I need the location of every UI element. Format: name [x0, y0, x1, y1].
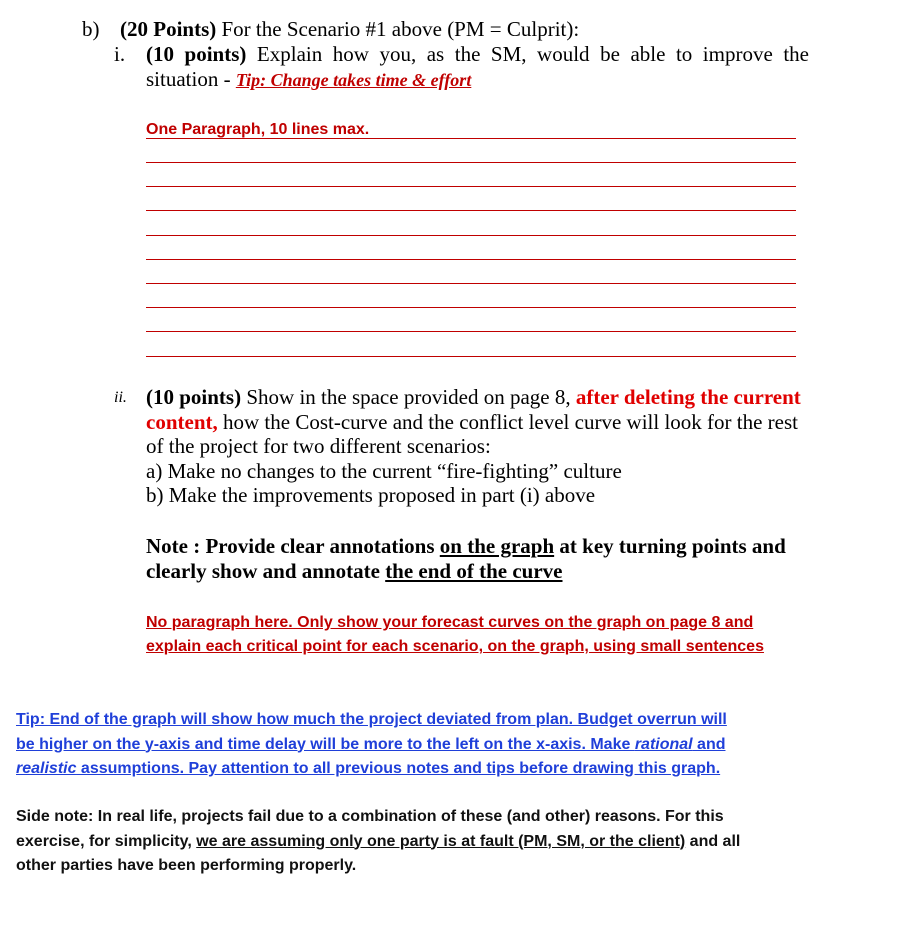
tip-line2-a: be higher on the y-axis and time delay will be more to the left on the x-axis. Make	[16, 735, 635, 753]
side-note	[16, 805, 740, 879]
answer-instruction: One Paragraph, 10 lines max.	[146, 121, 370, 138]
part-ii-text-b: how the Cost-curve and the conflict level curve will look for the rest	[223, 409, 798, 434]
note-underline-2: the end of the curve	[385, 558, 563, 583]
tip-line2-b: and	[692, 735, 726, 753]
part-i-tip: Tip: Change takes time & effort	[235, 70, 472, 90]
part-i-points: (10 points)	[146, 42, 247, 66]
answer-line[interactable]	[146, 186, 796, 187]
part-ii-body	[146, 385, 816, 508]
part-ii-text-a: Show in the space provided on page 8,	[246, 385, 571, 409]
part-ii-line2	[146, 410, 816, 435]
part-ii-highlight-b: content,	[146, 409, 218, 434]
answer-line[interactable]	[146, 235, 796, 236]
part-b-heading	[82, 17, 579, 42]
answer-line[interactable]	[146, 210, 796, 211]
tip-block	[16, 708, 727, 782]
side-note-line2	[16, 830, 740, 855]
tip-line3-italic: realistic	[16, 760, 77, 777]
tip-line3-b: assumptions. Pay attention to all previous notes and tips before drawing this graph.	[76, 760, 721, 777]
part-i-line1	[146, 42, 809, 67]
tip-line1: Tip: End of the graph will show how much the project deviated from plan. Budget overrun will	[16, 711, 727, 728]
note-line2-lead: clearly show and annotate	[146, 558, 386, 583]
side-note-line2-a: exercise, for simplicity,	[16, 832, 197, 850]
part-ii-line1	[146, 385, 816, 410]
side-note-line2-b: and all	[685, 832, 741, 850]
answer-line[interactable]	[146, 307, 796, 308]
answer-line[interactable]	[146, 283, 796, 284]
no-paragraph-line1: No paragraph here. Only show your forecast curves on the graph on page 8 and	[146, 614, 754, 631]
tip-line2-italic: rational	[634, 735, 693, 753]
no-paragraph-line2: explain each critical point for each scenario, on the graph, using small sentences	[146, 638, 764, 655]
part-i-text-line1: Explain how you, as the SM, would be able to improve the	[256, 42, 809, 66]
part-b-points: (20 Points)	[120, 17, 217, 41]
note-line1	[146, 534, 816, 559]
part-ii-highlight-a: after deleting the current	[575, 385, 801, 409]
part-ii-option-b: b) Make the improvements proposed in part (i) above	[146, 483, 596, 507]
part-ii-label: ii.	[114, 389, 127, 406]
part-ii-text-c: of the project for two different scenarios:	[146, 434, 491, 458]
tip-line3	[16, 757, 727, 782]
side-note-line1: Side note: In real life, projects fail due to a combination of these (and other) reasons. For this	[16, 808, 724, 825]
answer-line[interactable]	[146, 162, 796, 163]
tip-line2	[16, 733, 727, 758]
note-mid: at key turning points and	[554, 534, 786, 558]
no-paragraph-note	[146, 611, 764, 659]
answer-line[interactable]	[146, 356, 796, 357]
note-underline-1: on the graph	[439, 534, 555, 558]
note-line2	[146, 559, 816, 584]
answer-line[interactable]	[146, 138, 796, 139]
part-i-text-line2: situation -	[146, 67, 236, 91]
part-b-text: For the Scenario #1 above (PM = Culprit):	[221, 17, 580, 41]
part-i-line2	[146, 67, 471, 93]
side-note-line2-underline: we are assuming only one party is at fault (PM, SM, or the client)	[196, 832, 686, 850]
part-ii-points: (10 points)	[146, 385, 242, 409]
note-block	[146, 534, 816, 583]
answer-line[interactable]	[146, 331, 796, 332]
side-note-line3: other parties have been performing properly.	[16, 857, 357, 874]
part-b-label: b)	[82, 17, 100, 41]
part-i-label: i.	[114, 42, 126, 66]
part-ii-option-a: a) Make no changes to the current “fire-fighting” culture	[146, 458, 622, 483]
note-lead: Note : Provide clear annotations	[146, 534, 440, 558]
answer-line[interactable]	[146, 259, 796, 260]
